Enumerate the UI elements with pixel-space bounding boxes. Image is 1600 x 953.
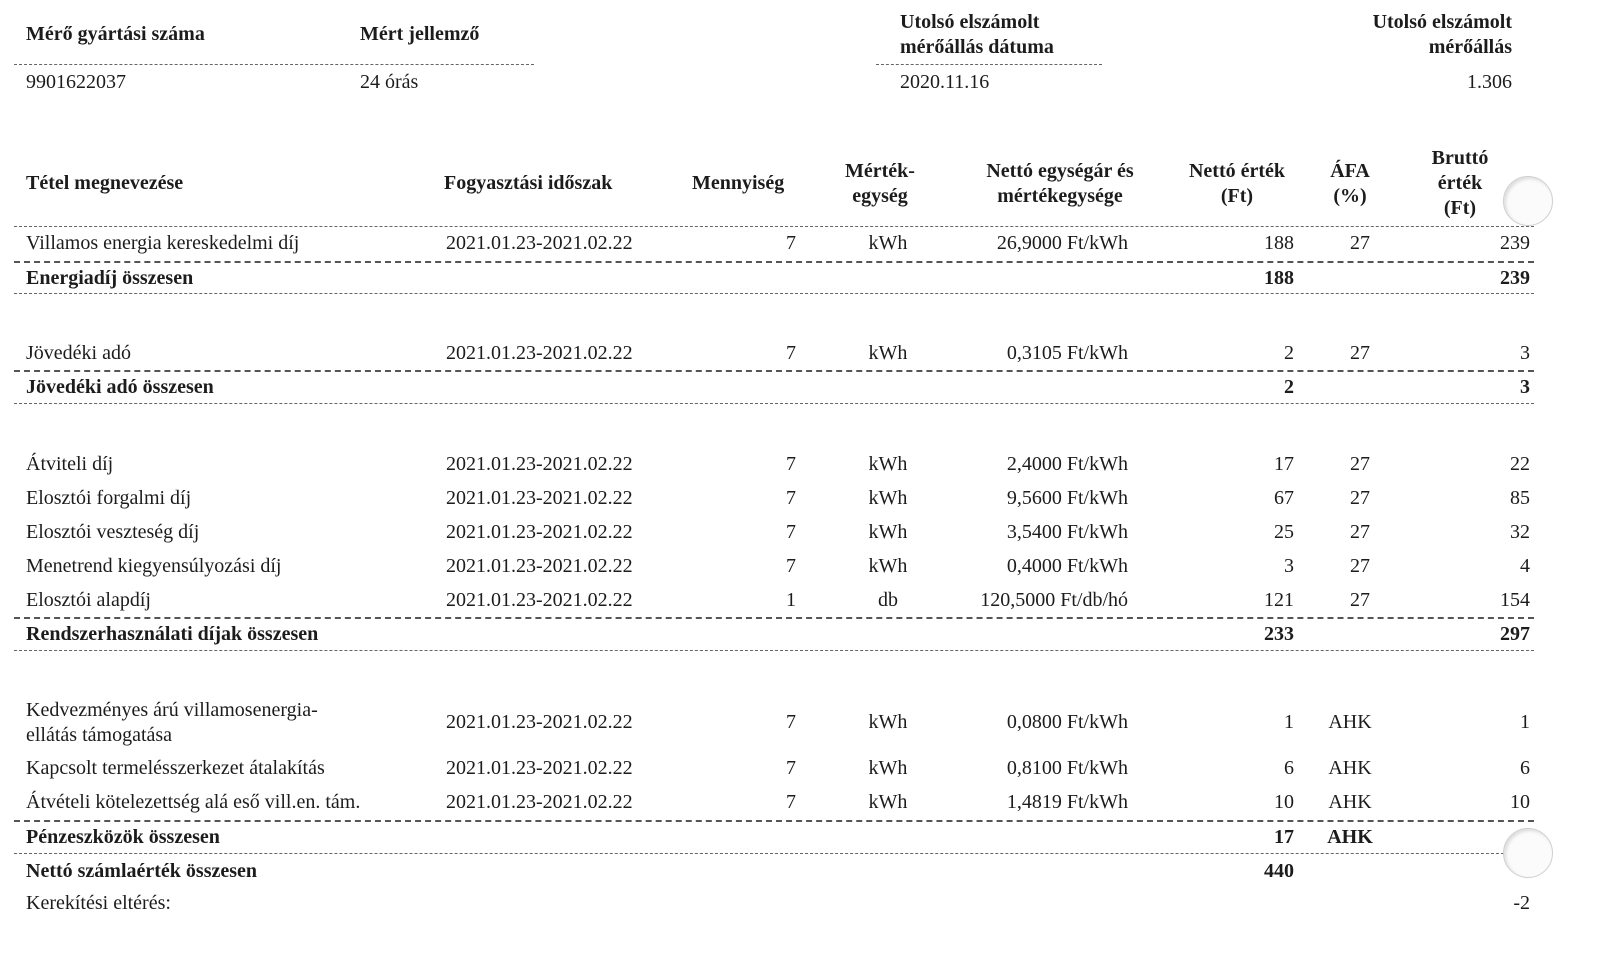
item-name: Menetrend kiegyensúlyozási díj: [26, 555, 282, 577]
item-period: 2021.01.23-2021.02.22: [446, 589, 633, 611]
meter-divider-2: [876, 64, 1102, 65]
item-net: 67: [1274, 487, 1294, 509]
subtotal-gross: 297: [1500, 623, 1530, 645]
rounding-value: -2: [1513, 892, 1530, 914]
subtotal-gross: 3: [1520, 376, 1530, 398]
item-period: 2021.01.23-2021.02.22: [446, 555, 633, 577]
item-quantity: 7: [786, 453, 796, 475]
item-gross: 239: [1500, 232, 1530, 254]
item-unit-price: 2,4000 Ft/kWh: [1006, 453, 1128, 475]
group-divider: [14, 853, 1534, 854]
item-unit-price: 0,4000 Ft/kWh: [1006, 555, 1128, 577]
item-unit-price: 0,0800 Ft/kWh: [1006, 711, 1128, 733]
item-quantity: 7: [786, 487, 796, 509]
item-vat: 27: [1350, 453, 1370, 475]
subtotal-label: Pénzeszközök összesen: [26, 826, 220, 848]
group-divider: [14, 370, 1534, 372]
col-header-vat-line1: ÁFA: [1330, 160, 1370, 182]
item-unit-price: 0,3105 Ft/kWh: [1006, 342, 1128, 364]
col-header-vat-line2: (%): [1333, 185, 1367, 207]
item-name: Kapcsolt termelésszerkezet átalakítás: [26, 757, 325, 779]
net-total-value: 440: [1264, 860, 1294, 882]
meter-serial-header: Mérő gyártási száma: [26, 23, 205, 45]
group-divider: [14, 617, 1534, 619]
item-quantity: 7: [786, 711, 796, 733]
item-quantity: 7: [786, 791, 796, 813]
item-period: 2021.01.23-2021.02.22: [446, 453, 633, 475]
punch-hole-mark: [1503, 828, 1553, 878]
item-name-line1: Kedvezményes árú villamosenergia-: [26, 699, 318, 721]
item-gross: 85: [1510, 487, 1530, 509]
item-net: 188: [1264, 232, 1294, 254]
item-vat: 27: [1350, 487, 1370, 509]
item-unit: kWh: [868, 791, 908, 813]
item-unit-price: 9,5600 Ft/kWh: [1006, 487, 1128, 509]
item-net: 25: [1274, 521, 1294, 543]
item-unit: kWh: [868, 555, 908, 577]
table-header-divider: [14, 226, 1534, 227]
subtotal-net: 17: [1274, 826, 1294, 848]
item-unit-price: 26,9000 Ft/kWh: [996, 232, 1128, 254]
item-period: 2021.01.23-2021.02.22: [446, 521, 633, 543]
meter-serial-value: 9901622037: [26, 71, 126, 93]
item-unit: kWh: [868, 521, 908, 543]
item-name: Elosztói forgalmi díj: [26, 487, 192, 509]
item-quantity: 7: [786, 342, 796, 364]
item-net: 121: [1264, 589, 1294, 611]
item-net: 17: [1274, 453, 1294, 475]
item-vat: AHK: [1328, 711, 1372, 733]
item-net: 3: [1284, 555, 1294, 577]
item-name: Elosztói alapdíj: [26, 589, 151, 611]
item-unit-price: 1,4819 Ft/kWh: [1006, 791, 1128, 813]
item-quantity: 7: [786, 555, 796, 577]
meter-last-date-header-line2: mérőállás dátuma: [900, 36, 1054, 58]
meter-measured-value: 24 órás: [360, 71, 419, 93]
subtotal-gross: 239: [1500, 267, 1530, 289]
group-divider: [14, 403, 1534, 404]
punch-hole-mark: [1503, 176, 1553, 226]
item-period: 2021.01.23-2021.02.22: [446, 791, 633, 813]
item-name: Jövedéki adó: [26, 342, 131, 364]
item-unit: kWh: [868, 711, 908, 733]
item-net: 6: [1284, 757, 1294, 779]
col-header-unit-line2: egység: [852, 185, 908, 207]
col-header-gross-line2: érték: [1437, 172, 1483, 194]
item-period: 2021.01.23-2021.02.22: [446, 342, 633, 364]
subtotal-label: Rendszerhasználati díjak összesen: [26, 623, 319, 645]
item-quantity: 7: [786, 521, 796, 543]
subtotal-label: Jövedéki adó összesen: [26, 376, 214, 398]
subtotal-net: 2: [1284, 376, 1294, 398]
item-unit: kWh: [868, 232, 908, 254]
item-net: 2: [1284, 342, 1294, 364]
col-header-gross-line3: (Ft): [1443, 197, 1477, 219]
item-name: Átviteli díj: [26, 453, 114, 475]
item-unit: kWh: [868, 342, 908, 364]
group-divider: [14, 820, 1534, 822]
meter-divider-1: [14, 64, 534, 65]
item-name-line2: ellátás támogatása: [26, 724, 173, 746]
item-unit-price: 0,8100 Ft/kWh: [1006, 757, 1128, 779]
item-unit: kWh: [868, 487, 908, 509]
col-header-unit-line1: Mérték-: [845, 160, 915, 182]
item-vat: 27: [1350, 521, 1370, 543]
item-unit: kWh: [868, 757, 908, 779]
item-gross: 3: [1520, 342, 1530, 364]
meter-last-date-header-line1: Utolsó elszámolt: [900, 11, 1040, 33]
item-vat: 27: [1350, 555, 1370, 577]
meter-last-reading-value: 1.306: [1467, 71, 1512, 93]
col-header-gross-line1: Bruttó: [1431, 147, 1489, 169]
col-header-period: Fogyasztási időszak: [444, 172, 613, 194]
net-total-label: Nettó számlaérték összesen: [26, 860, 258, 882]
item-period: 2021.01.23-2021.02.22: [446, 711, 633, 733]
group-divider: [14, 650, 1534, 651]
group-divider: [14, 261, 1534, 263]
subtotal-net: 188: [1264, 267, 1294, 289]
item-quantity: 1: [786, 589, 796, 611]
col-header-unit-price-line2: mértékegysége: [997, 185, 1123, 207]
rounding-label: Kerekítési eltérés:: [26, 892, 171, 914]
item-unit: db: [878, 589, 898, 611]
item-name: Elosztói veszteség díj: [26, 521, 200, 543]
col-header-quantity: Mennyiség: [692, 172, 785, 194]
meter-last-reading-header-line1: Utolsó elszámolt: [1372, 11, 1512, 33]
item-net: 1: [1284, 711, 1294, 733]
subtotal-vat: AHK: [1327, 826, 1373, 848]
item-unit: kWh: [868, 453, 908, 475]
item-unit-price: 3,5400 Ft/kWh: [1006, 521, 1128, 543]
item-name: Átvételi kötelezettség alá eső vill.en. tám.: [26, 791, 361, 813]
item-vat: AHK: [1328, 757, 1372, 779]
item-quantity: 7: [786, 757, 796, 779]
item-vat: 27: [1350, 232, 1370, 254]
item-net: 10: [1274, 791, 1294, 813]
item-gross: 1: [1520, 711, 1530, 733]
meter-last-reading-header-line2: mérőállás: [1428, 36, 1512, 58]
item-gross: 10: [1510, 791, 1530, 813]
meter-measured-header: Mért jellemző: [360, 23, 480, 45]
subtotal-label: Energiadíj összesen: [26, 267, 194, 289]
item-period: 2021.01.23-2021.02.22: [446, 487, 633, 509]
item-period: 2021.01.23-2021.02.22: [446, 232, 633, 254]
item-period: 2021.01.23-2021.02.22: [446, 757, 633, 779]
item-quantity: 7: [786, 232, 796, 254]
col-header-unit-price-line1: Nettó egységár és: [986, 160, 1134, 182]
item-gross: 4: [1520, 555, 1530, 577]
meter-last-date-value: 2020.11.16: [900, 71, 990, 93]
item-gross: 154: [1500, 589, 1530, 611]
item-name: Villamos energia kereskedelmi díj: [26, 232, 300, 254]
item-vat: 27: [1350, 589, 1370, 611]
col-header-net-line2: (Ft): [1220, 185, 1254, 207]
item-vat: AHK: [1328, 791, 1372, 813]
col-header-item: Tétel megnevezése: [26, 172, 184, 194]
item-vat: 27: [1350, 342, 1370, 364]
subtotal-net: 233: [1264, 623, 1294, 645]
col-header-net-line1: Nettó érték: [1188, 160, 1286, 182]
group-divider: [14, 293, 1534, 294]
item-unit-price: 120,5000 Ft/db/hó: [980, 589, 1128, 611]
item-gross: 22: [1510, 453, 1530, 475]
item-gross: 6: [1520, 757, 1530, 779]
item-gross: 32: [1510, 521, 1530, 543]
